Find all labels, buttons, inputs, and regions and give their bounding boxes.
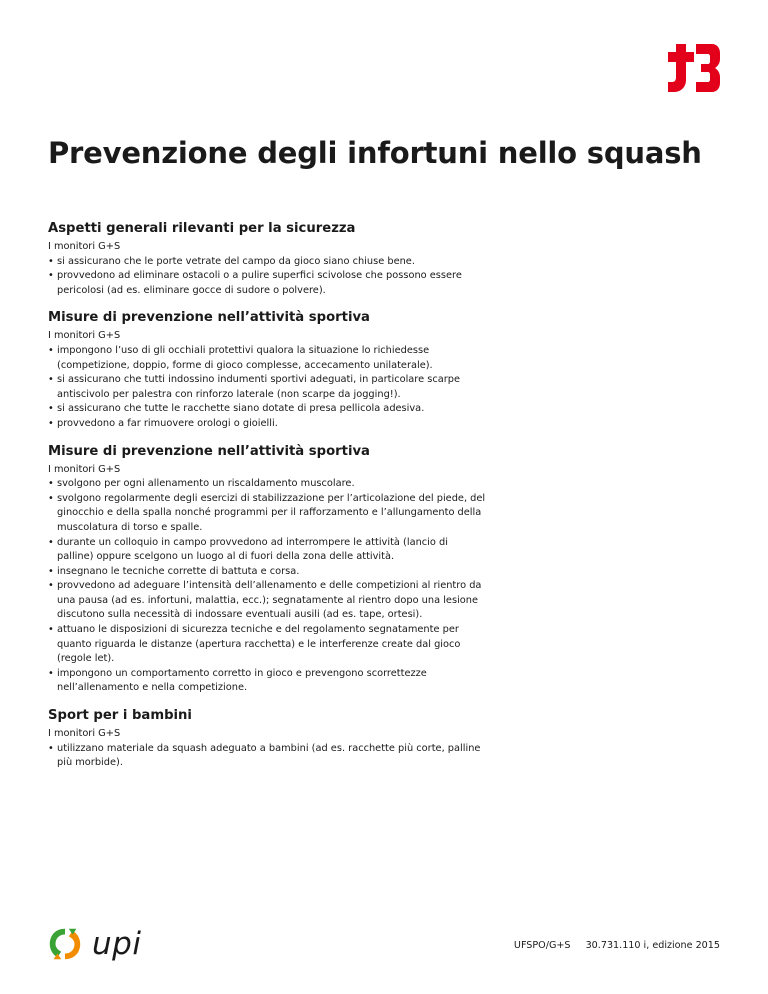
js-cross-logo — [668, 44, 720, 92]
list-item: • provvedono a far rimuovere orologi o gioielli. — [48, 417, 487, 432]
list-item: • si assicurano che tutti indossino indumenti sportivi adeguati, in particolare scarpe antiscivolo per palestra con rinforzo laterale (non scarpe da jogging!). — [48, 373, 487, 402]
bullet-list — [48, 255, 708, 299]
list-item: • attuano le disposizioni di sicurezza tecniche e del regolamento segnatamente per quanto riguarda le distanze (apertura racchetta) e le interferenze create dal gioco (regole let). — [48, 623, 487, 667]
content — [48, 220, 708, 782]
list-item: • insegnano le tecniche corrette di battuta e corsa. — [48, 565, 487, 580]
section-kids-sport — [48, 707, 708, 771]
upi-wordmark: upi — [92, 926, 142, 962]
section-general-safety — [48, 220, 708, 298]
footer-doc-ref: 30.731.110 i, edizione 2015 — [585, 940, 720, 951]
section-heading: Misure di prevenzione nell’attività sportiva — [48, 443, 370, 459]
bullet-list — [48, 742, 708, 771]
footer-org: UFSPO/G+S — [513, 940, 571, 951]
list-item: • durante un colloquio in campo provvedono ad interrompere le attività (lancio di palline) oppure scelgono un luogo al di fuori della zona delle attività. — [48, 536, 487, 565]
list-item: • impongono l’uso di gli occhiali protettivi qualora la situazione lo richiedesse (competizione, doppio, forme di gioco complesse, accecamento unilaterale). — [48, 344, 487, 373]
section-intro: I monitori G+S — [48, 728, 121, 740]
section-heading: Aspetti generali rilevanti per la sicurezza — [48, 221, 356, 236]
section-prevention-1 — [48, 309, 708, 431]
section-prevention-2 — [48, 443, 708, 697]
bullet-list — [48, 344, 708, 432]
list-item: • provvedono ad adeguare l’intensità dell’allenamento e delle competizioni al rientro da una pausa (ad es. infortuni, malattia, ecc.); segnatamente al rientro dopo una lesione discutono sulla necessità di indossare eventuali ausili (ad es. tape, ortesi). — [48, 579, 487, 623]
section-intro: I monitori G+S — [48, 330, 121, 342]
upi-swirl-icon — [46, 925, 84, 963]
list-item: • svolgono per ogni allenamento un riscaldamento muscolare. — [48, 477, 487, 492]
section-heading: Misure di prevenzione nell’attività sportiva — [48, 310, 370, 326]
list-item: • impongono un comportamento corretto in gioco e prevengono scorrettezze nell’allenamento e nella competizione. — [48, 667, 487, 696]
list-item: • si assicurano che tutte le racchette siano dotate di presa pellicola adesiva. — [48, 402, 487, 417]
list-item: • utilizzano materiale da squash adeguato a bambini (ad es. racchette più corte, palline più morbide). — [48, 742, 487, 771]
list-item: • svolgono regolarmente degli esercizi di stabilizzazione per l’articolazione del piede, del ginocchio e della spalla nonché programmi per il rafforzamento e l’allungamento della muscolatura di torso e spalle. — [48, 492, 487, 536]
document-reference — [514, 940, 720, 951]
upi-logo — [46, 924, 166, 964]
section-intro: I monitori G+S — [48, 241, 121, 252]
list-item: • provvedono ad eliminare ostacoli o a pulire superfici scivolose che possono essere pericolosi (ad es. eliminare gocce di sudore o polvere). — [48, 269, 487, 298]
list-item: • si assicurano che le porte vetrate del campo da gioco siano chiuse bene. — [48, 255, 487, 270]
bullet-list — [48, 477, 708, 696]
section-intro: I monitori G+S — [48, 463, 121, 475]
page-title: Prevenzione degli infortuni nello squash — [48, 136, 702, 170]
section-heading: Sport per i bambini — [48, 708, 192, 724]
